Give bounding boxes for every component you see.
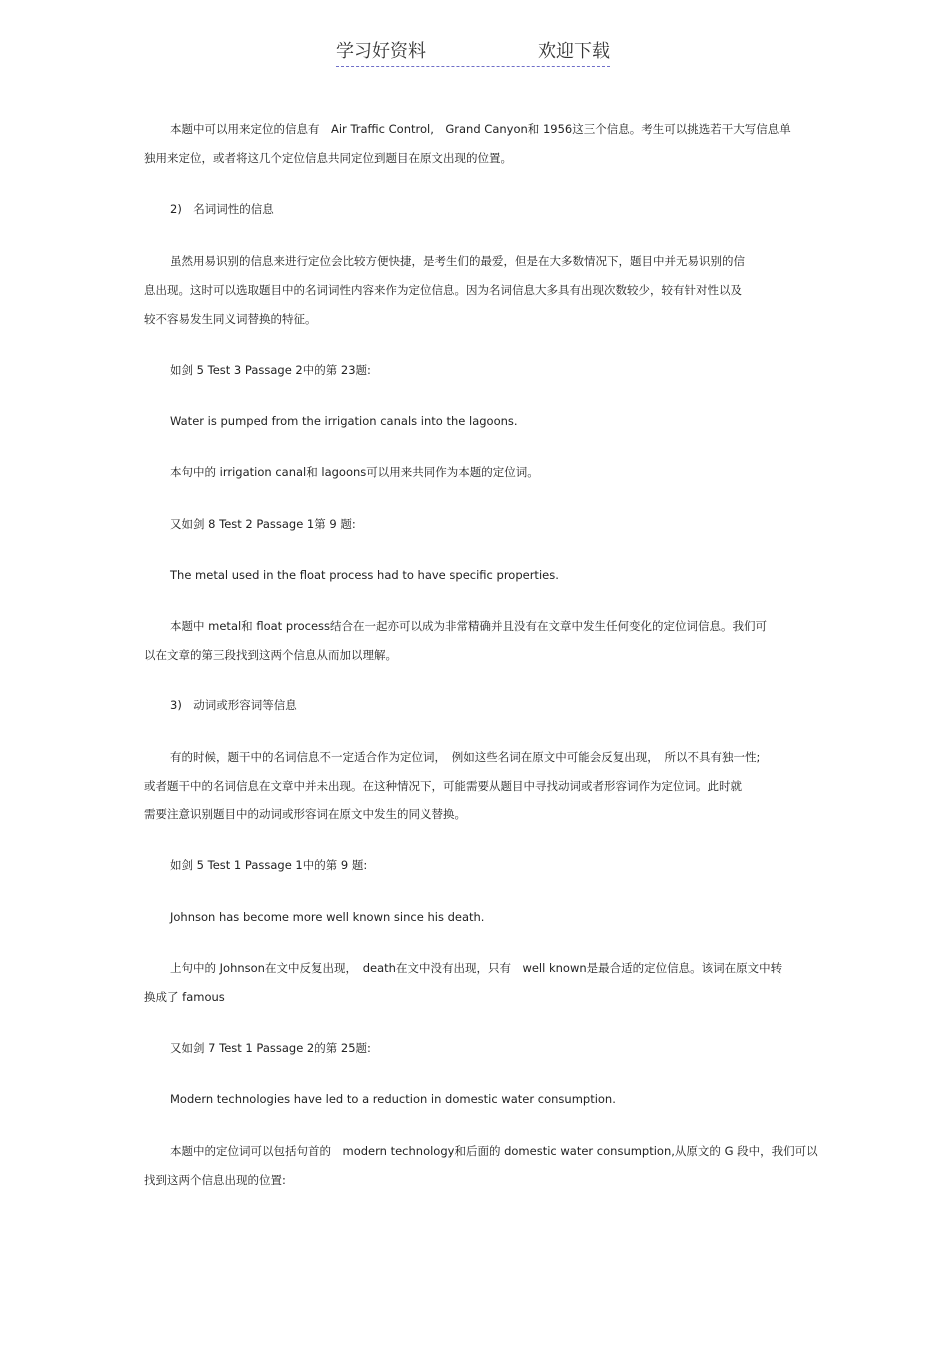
paragraph-line: 或者题干中的名词信息在文章中并未出现。在这种情况下，可能需要从题目中寻找动词或者形容词作为定位词。此时就 [144, 779, 742, 793]
example-sentence: Modern technologies have led to a reduction in domestic water consumption. [170, 1092, 616, 1106]
paragraph-line: 息出现。这时可以选取题目中的名词词性内容来作为定位信息。因为名词信息大多具有出现次数较少，较有针对性以及 [144, 283, 742, 297]
paragraph-line: 需要注意识别题目中的动词或形容词在原文中发生的同义替换。 [144, 807, 466, 821]
paragraph-line: 换成了 famous [144, 990, 225, 1004]
section-heading: 3) 动词或形容词等信息 [170, 698, 297, 712]
example-sentence: The metal used in the float process had to have specific properties. [170, 568, 559, 582]
paragraph-line: 本题中可以用来定位的信息有 Air Traffic Control, Grand Canyon和 1956这三个信息。考生可以挑选若干大写信息单 [170, 122, 791, 136]
paragraph-line: 本句中的 irrigation canal和 lagoons可以用来共同作为本题的定位词。 [170, 465, 539, 479]
example-intro: 又如剑 8 Test 2 Passage 1第 9 题: [170, 517, 356, 531]
example-intro: 又如剑 7 Test 1 Passage 2的第 25题: [170, 1041, 371, 1055]
page-header [336, 40, 610, 67]
example-intro: 如剑 5 Test 1 Passage 1中的第 9 题: [170, 858, 368, 872]
header-right-text: 欢迎下载 [538, 41, 610, 62]
paragraph-line: 虽然用易识别的信息来进行定位会比较方便快捷，是考生们的最爱，但是在大多数情况下，题目中并无易识别的信 [170, 254, 745, 268]
paragraph-line: 以在文章的第三段找到这两个信息从而加以理解。 [144, 648, 397, 662]
example-intro: 如剑 5 Test 3 Passage 2中的第 23题: [170, 363, 371, 377]
header-left-text: 学习好资料 [336, 41, 426, 62]
example-sentence: Water is pumped from the irrigation canals into the lagoons. [170, 414, 518, 428]
paragraph-line: 独用来定位，或者将这几个定位信息共同定位到题目在原文出现的位置。 [144, 151, 512, 165]
example-sentence: Johnson has become more well known since his death. [170, 910, 485, 924]
paragraph-line: 较不容易发生同义词替换的特征。 [144, 312, 317, 326]
section-heading: 2) 名词词性的信息 [170, 202, 274, 216]
paragraph-line: 本题中 metal和 float process结合在一起亦可以成为非常精确并且没有在文章中发生任何变化的定位词信息。我们可 [170, 619, 768, 633]
paragraph-line: 本题中的定位词可以包括句首的 modern technology和后面的 domestic water consumption,从原文的 G 段中，我们可以 [170, 1144, 818, 1158]
paragraph-line: 有的时候，题干中的名词信息不一定适合作为定位词， 例如这些名词在原文中可能会反复出现， 所以不具有独一性; [170, 750, 761, 764]
paragraph-line: 找到这两个信息出现的位置: [144, 1173, 286, 1187]
paragraph-line: 上句中的 Johnson在文中反复出现， death在文中没有出现，只有 well known是最合适的定位信息。该词在原文中转 [170, 961, 783, 975]
